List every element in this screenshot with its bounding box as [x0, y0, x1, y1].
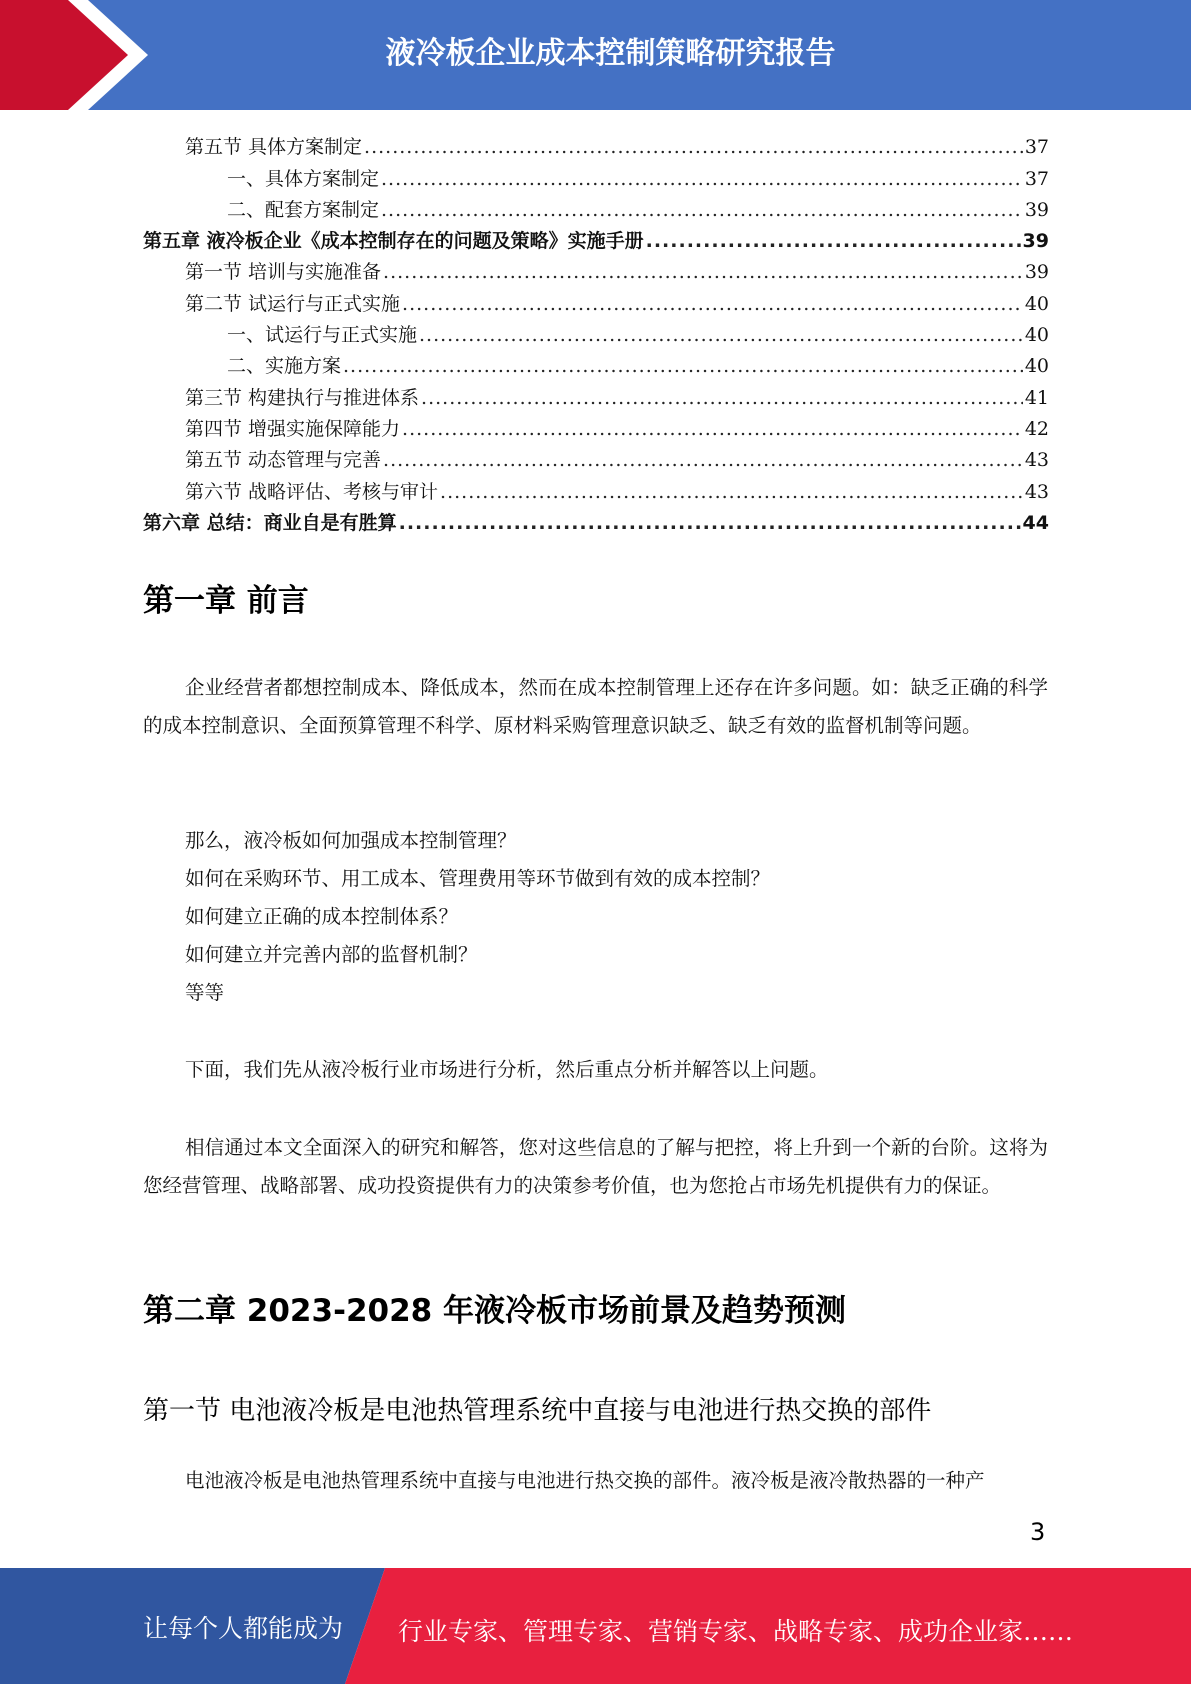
question-5: 等等: [185, 981, 225, 1004]
toc-entry-page: 39: [1022, 230, 1049, 253]
question-3: 如何建立正确的成本控制体系？: [185, 905, 459, 928]
toc-entry-label: 二、配套方案制定: [227, 198, 380, 221]
toc-entry[interactable]: [143, 316, 1049, 347]
toc-entry-page: 40: [1024, 355, 1049, 378]
toc-entry-label: 一、具体方案制定: [227, 167, 380, 190]
toc-entry-label: 一、试运行与正式实施: [227, 324, 418, 347]
toc-entry[interactable]: [143, 472, 1049, 503]
chapter-1-paragraph-1: 企业经营者都想控制成本、降低成本，然而在成本控制管理上还存在许多问题。如：缺乏正确的科学的成本控制意识、全面预算管理不科学、原材料采购管理意识缺乏、缺乏有效的监督机制等问题。: [143, 676, 1048, 737]
toc-entry-page: 39: [1024, 198, 1049, 221]
toc-entry-label: 第五章 液冷板企业《成本控制存在的问题及策略》实施手册: [143, 230, 644, 253]
toc-entry[interactable]: [143, 441, 1049, 472]
table-of-contents: [143, 128, 1049, 535]
footer-slogan-left: 让每个人都能成为: [143, 1614, 344, 1643]
toc-entry-label: 第三节 构建执行与推进体系: [185, 386, 420, 409]
toc-entry-label: 第五节 具体方案制定: [185, 136, 363, 159]
toc-entry-page: 37: [1024, 136, 1049, 159]
toc-entry-label: 第六节 战略评估、考核与审计: [185, 480, 439, 503]
toc-entry[interactable]: [143, 253, 1049, 284]
toc-entry-page: 44: [1022, 511, 1049, 534]
toc-dot-leader: [402, 417, 1023, 441]
footer-slogan-right: 行业专家、管理专家、营销专家、战略专家、成功企业家……: [398, 1617, 1074, 1646]
toc-entry-page: 41: [1024, 386, 1049, 409]
toc-dot-leader: [364, 135, 1023, 159]
toc-entry-page: 40: [1024, 292, 1049, 315]
toc-entry-page: 43: [1024, 449, 1049, 472]
header-title: 液冷板企业成本控制策略研究报告: [385, 36, 836, 71]
toc-entry-page: 39: [1024, 261, 1049, 284]
toc-entry[interactable]: [143, 504, 1049, 535]
toc-entry-label: 第一节 培训与实施准备: [185, 261, 382, 284]
toc-entry[interactable]: [143, 159, 1049, 190]
toc-entry[interactable]: [143, 378, 1049, 409]
chapter-1-paragraph-3: 相信通过本文全面深入的研究和解答，您对这些信息的了解与把控，将上升到一个新的台阶。这将为您经营管理、战略部署、成功投资提供有力的决策参考价值，也为您抢占市场先机提供有力的保证。: [143, 1136, 1048, 1197]
toc-entry[interactable]: [143, 410, 1049, 441]
toc-dot-leader: [383, 448, 1023, 472]
page-number: 3: [1030, 1518, 1046, 1546]
toc-entry-page: 40: [1024, 324, 1049, 347]
chapter-2-paragraph-1: 电池液冷板是电池热管理系统中直接与电池进行热交换的部件。液冷板是液冷散热器的一种产: [185, 1469, 985, 1492]
toc-dot-leader: [383, 260, 1023, 284]
toc-entry[interactable]: [143, 284, 1049, 315]
toc-dot-leader: [381, 167, 1023, 191]
toc-entry-page: 37: [1024, 167, 1049, 190]
toc-entry-label: 第五节 动态管理与完善: [185, 449, 382, 472]
toc-entry[interactable]: [143, 191, 1049, 222]
toc-dot-leader: [419, 323, 1023, 347]
toc-entry[interactable]: [143, 222, 1049, 253]
chapter-1-title: 第一章 前言: [143, 583, 309, 619]
toc-dot-leader: [343, 354, 1023, 378]
toc-entry[interactable]: [143, 347, 1049, 378]
page-footer: [0, 1568, 1191, 1684]
toc-entry-page: 42: [1024, 417, 1049, 440]
question-1: 那么，液冷板如何加强成本控制管理？: [185, 829, 517, 852]
toc-dot-leader: [399, 511, 1021, 535]
chapter-2-title: 第二章 2023-2028 年液冷板市场前景及趋势预测: [143, 1293, 847, 1329]
toc-dot-leader: [381, 198, 1023, 222]
chapter-2-section-1-title: 第一节 电池液冷板是电池热管理系统中直接与电池进行热交换的部件: [143, 1396, 932, 1426]
chapter-1-paragraph-2: 下面，我们先从液冷板行业市场进行分析，然后重点分析并解答以上问题。: [185, 1058, 829, 1081]
page-header: [0, 0, 1191, 110]
toc-entry-label: 第六章 总结：商业自是有胜算: [143, 511, 397, 534]
toc-dot-leader: [646, 229, 1021, 253]
toc-entry-label: 二、实施方案: [227, 355, 342, 378]
question-2: 如何在采购环节、用工成本、管理费用等环节做到有效的成本控制？: [185, 867, 771, 890]
toc-entry-page: 43: [1024, 480, 1049, 503]
toc-dot-leader: [421, 386, 1023, 410]
toc-entry-label: 第四节 增强实施保障能力: [185, 417, 401, 440]
question-4: 如何建立并完善内部的监督机制？: [185, 943, 478, 966]
toc-entry[interactable]: [143, 128, 1049, 159]
toc-dot-leader: [440, 480, 1023, 504]
toc-entry-label: 第二节 试运行与正式实施: [185, 292, 401, 315]
toc-dot-leader: [402, 292, 1023, 316]
